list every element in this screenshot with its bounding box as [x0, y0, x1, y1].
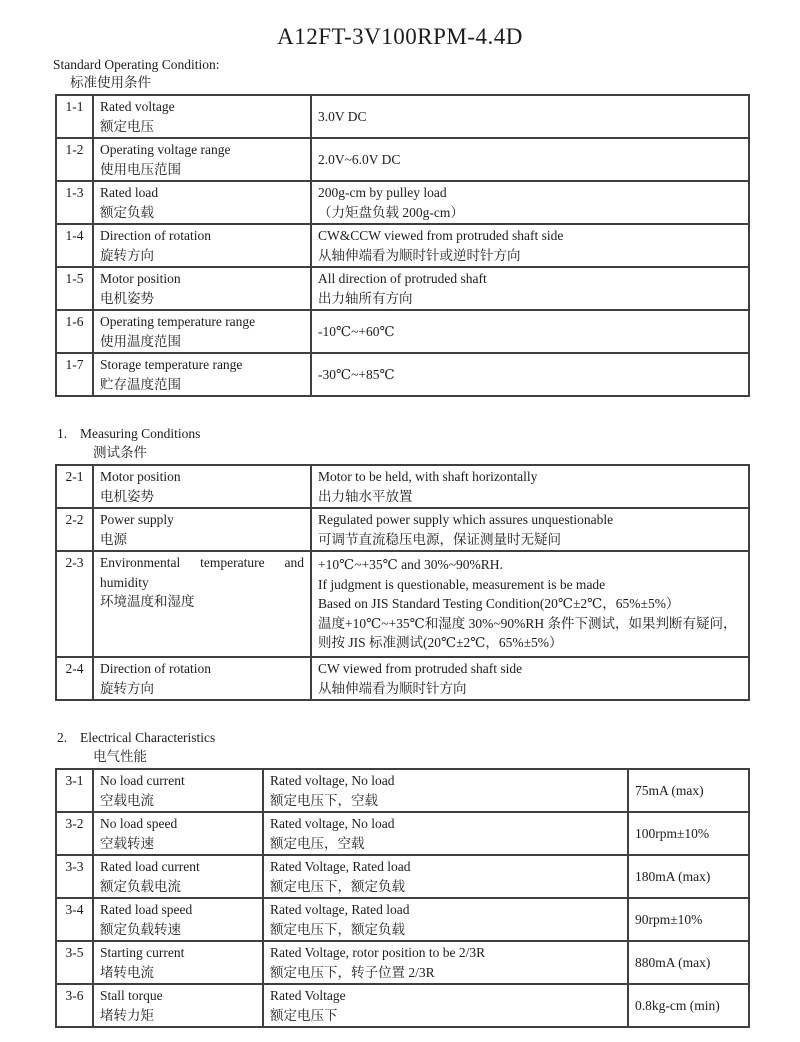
table-row [56, 138, 749, 181]
value-cell [311, 224, 749, 267]
item-en: Motor position [100, 271, 181, 286]
table-row [56, 812, 749, 855]
table-row [56, 465, 749, 508]
row-number-cell: 3-4 [56, 898, 93, 941]
item-en: Direction of rotation [100, 661, 211, 676]
row-number-cell: 1-2 [56, 138, 93, 181]
item-en: No load current [100, 773, 185, 788]
condition-cell [263, 941, 628, 984]
spec-value-cell [628, 984, 749, 1027]
value-zh: 出力轴所有方向 [318, 290, 413, 306]
item-zh: 空载电流 [100, 792, 154, 808]
row-number-cell: 1-7 [56, 353, 93, 396]
condition-cell [263, 984, 628, 1027]
value-cell [311, 181, 749, 224]
spec-value: 100rpm±10% [635, 825, 710, 841]
spec-value: 90rpm±10% [635, 911, 703, 927]
condition-cell [263, 812, 628, 855]
value-en: -10℃~+60℃ [318, 323, 395, 339]
condition-cell [263, 855, 628, 898]
document-title: A12FT-3V100RPM-4.4D [277, 24, 523, 49]
item-en: Motor position [100, 469, 181, 484]
value-cell [311, 465, 749, 508]
table-row [56, 508, 749, 551]
heading-line-en [57, 728, 800, 747]
condition-zh: 额定电压下，额定负载 [270, 878, 405, 894]
value-line: 温度+10℃~+35℃和湿度 30%~90%RH 条件下测试，如果判断有疑问， [318, 615, 737, 631]
item-cell [93, 181, 311, 224]
table-row [56, 551, 749, 657]
item-cell [93, 353, 311, 396]
item-cell [93, 941, 263, 984]
item-en: Operating temperature range [100, 314, 256, 329]
row-number-cell: 3-3 [56, 855, 93, 898]
table-row [56, 224, 749, 267]
value-zh: （力矩盘负载 200g-cm） [318, 204, 464, 220]
value-cell [311, 138, 749, 181]
spec-value: 180mA (max) [635, 868, 711, 884]
condition-zh: 额定电压下 [270, 1007, 338, 1023]
item-zh: 电机姿势 [100, 290, 154, 306]
item-en: Rated load speed [100, 902, 193, 917]
value-line: Motor to be held, with shaft horizontally [318, 469, 538, 484]
row-number-cell: 3-2 [56, 812, 93, 855]
row-number-cell: 3-6 [56, 984, 93, 1027]
value-zh: 从轴伸端看为顺时针或逆时针方向 [318, 247, 521, 263]
value-line: 从轴伸端看为顺时针方向 [318, 680, 467, 696]
item-zh: 旋转方向 [100, 247, 154, 263]
item-cell [93, 551, 311, 657]
value-cell [311, 508, 749, 551]
table-row [56, 353, 749, 396]
value-line: +10℃~+35℃ and 30%~90%RH. [318, 557, 503, 573]
standard-operating-heading [53, 56, 800, 92]
item-cell [93, 898, 263, 941]
row-number-cell: 1-6 [56, 310, 93, 353]
item-zh: 额定负载 [100, 204, 154, 220]
electrical-characteristics-table [55, 768, 750, 1028]
value-en: 200g-cm by pulley load [318, 185, 447, 200]
item-zh: 堵转力矩 [100, 1007, 154, 1023]
value-cell [311, 353, 749, 396]
spec-value-cell [628, 941, 749, 984]
spec-value: 75mA (max) [635, 782, 704, 798]
item-zh: 贮存温度范围 [100, 376, 181, 392]
standard-heading-en: Standard Operating Condition: [53, 57, 220, 72]
value-en: 3.0V DC [318, 108, 367, 124]
spec-value: 880mA (max) [635, 954, 711, 970]
value-cell [311, 267, 749, 310]
condition-en: Rated Voltage [270, 988, 346, 1003]
value-cell [311, 551, 749, 657]
condition-en: Rated Voltage, Rated load [270, 859, 411, 874]
table-row [56, 984, 749, 1027]
value-line: 则按 JIS 标准测试(20℃±2℃，65%±5%） [318, 635, 563, 651]
item-zh: 使用电压范围 [100, 161, 181, 177]
row-number-cell: 2-2 [56, 508, 93, 551]
value-cell [311, 95, 749, 138]
condition-en: Rated Voltage, rotor position to be 2/3R [270, 945, 486, 960]
spec-value: 0.8kg-cm (min) [635, 997, 720, 1013]
condition-en: Rated voltage, Rated load [270, 902, 410, 917]
condition-zh: 额定电压下，转子位置 2/3R [270, 964, 435, 980]
spec-value-cell [628, 898, 749, 941]
item-en: Stall torque [100, 988, 163, 1003]
electrical-heading-en: Electrical Characteristics [80, 730, 216, 745]
item-cell [93, 769, 263, 812]
spec-value-cell [628, 769, 749, 812]
value-line: Regulated power supply which assures unquestionable [318, 512, 614, 527]
row-number-cell: 1-4 [56, 224, 93, 267]
item-zh: 堵转电流 [100, 964, 154, 980]
item-cell [93, 138, 311, 181]
row-number-cell: 1-3 [56, 181, 93, 224]
row-number-cell: 3-5 [56, 941, 93, 984]
condition-cell [263, 769, 628, 812]
row-number-cell: 3-1 [56, 769, 93, 812]
condition-zh: 额定电压，空载 [270, 835, 365, 851]
value-line: 出力轴水平放置 [318, 488, 413, 504]
table-row [56, 941, 749, 984]
condition-en: Rated voltage, No load [270, 816, 395, 831]
item-zh: 空载转速 [100, 835, 154, 851]
table-row [56, 855, 749, 898]
item-cell [93, 657, 311, 700]
value-line: 可调节直流稳压电源，保证测量时无疑问 [318, 531, 561, 547]
item-zh: 环境温度和湿度 [100, 594, 195, 609]
measuring-conditions-table [55, 464, 750, 701]
row-number-cell: 2-4 [56, 657, 93, 700]
item-cell [93, 465, 311, 508]
spec-value-cell [628, 812, 749, 855]
item-zh: 旋转方向 [100, 680, 154, 696]
row-number-cell: 1-5 [56, 267, 93, 310]
table-row [56, 267, 749, 310]
value-en: All direction of protruded shaft [318, 271, 487, 286]
spec-value-cell [628, 855, 749, 898]
item-cell [93, 267, 311, 310]
item-cell [93, 508, 311, 551]
table-row [56, 95, 749, 138]
item-zh: 额定电压 [100, 118, 154, 134]
measuring-heading-zh: 测试条件 [93, 445, 147, 460]
value-line: CW viewed from protruded shaft side [318, 661, 523, 676]
table-row [56, 898, 749, 941]
value-line: Based on JIS Standard Testing Condition(20℃±2℃，65%±5%） [318, 596, 680, 612]
table-row [56, 310, 749, 353]
value-en: 2.0V~6.0V DC [318, 151, 401, 167]
row-number-cell: 1-1 [56, 95, 93, 138]
item-cell [93, 95, 311, 138]
item-en: Rated load [100, 185, 159, 200]
item-zh: 电源 [100, 531, 127, 547]
measuring-section-heading [57, 424, 800, 462]
value-en: -30℃~+85℃ [318, 366, 395, 382]
condition-zh: 额定电压下，空载 [270, 792, 378, 808]
item-zh: 额定负载电流 [100, 878, 181, 894]
electrical-section-heading [57, 728, 800, 766]
item-zh: 使用温度范围 [100, 333, 181, 349]
item-cell [93, 310, 311, 353]
standard-operating-table [55, 94, 750, 397]
item-en: Environmental temperature and humidity [100, 555, 304, 590]
item-zh: 额定负载转速 [100, 921, 181, 937]
item-cell [93, 984, 263, 1027]
row-number-cell: 2-3 [56, 551, 93, 657]
electrical-heading-zh: 电气性能 [93, 749, 147, 764]
value-en: CW&CCW viewed from protruded shaft side [318, 228, 564, 243]
row-number-cell: 2-1 [56, 465, 93, 508]
item-en: Direction of rotation [100, 228, 211, 243]
value-line: If judgment is questionable, measurement is be made [318, 576, 606, 592]
item-en: Rated load current [100, 859, 200, 874]
standard-heading-zh: 标准使用条件 [70, 75, 151, 90]
item-zh: 电机姿势 [100, 488, 154, 504]
heading-line-en [57, 424, 800, 443]
table-row [56, 181, 749, 224]
item-en: No load speed [100, 816, 178, 831]
section-number: 1. [57, 426, 68, 441]
condition-cell [263, 898, 628, 941]
measuring-heading-en: Measuring Conditions [80, 426, 201, 441]
item-cell [93, 224, 311, 267]
item-en: Storage temperature range [100, 357, 243, 372]
value-cell [311, 310, 749, 353]
condition-en: Rated voltage, No load [270, 773, 395, 788]
section-number: 2. [57, 730, 68, 745]
item-en: Operating voltage range [100, 142, 231, 157]
item-en: Power supply [100, 512, 174, 527]
table-row [56, 769, 749, 812]
table-row [56, 657, 749, 700]
item-en: Rated voltage [100, 99, 175, 114]
item-cell [93, 812, 263, 855]
item-en: Starting current [100, 945, 185, 960]
item-cell [93, 855, 263, 898]
value-cell [311, 657, 749, 700]
condition-zh: 额定电压下，额定负载 [270, 921, 405, 937]
